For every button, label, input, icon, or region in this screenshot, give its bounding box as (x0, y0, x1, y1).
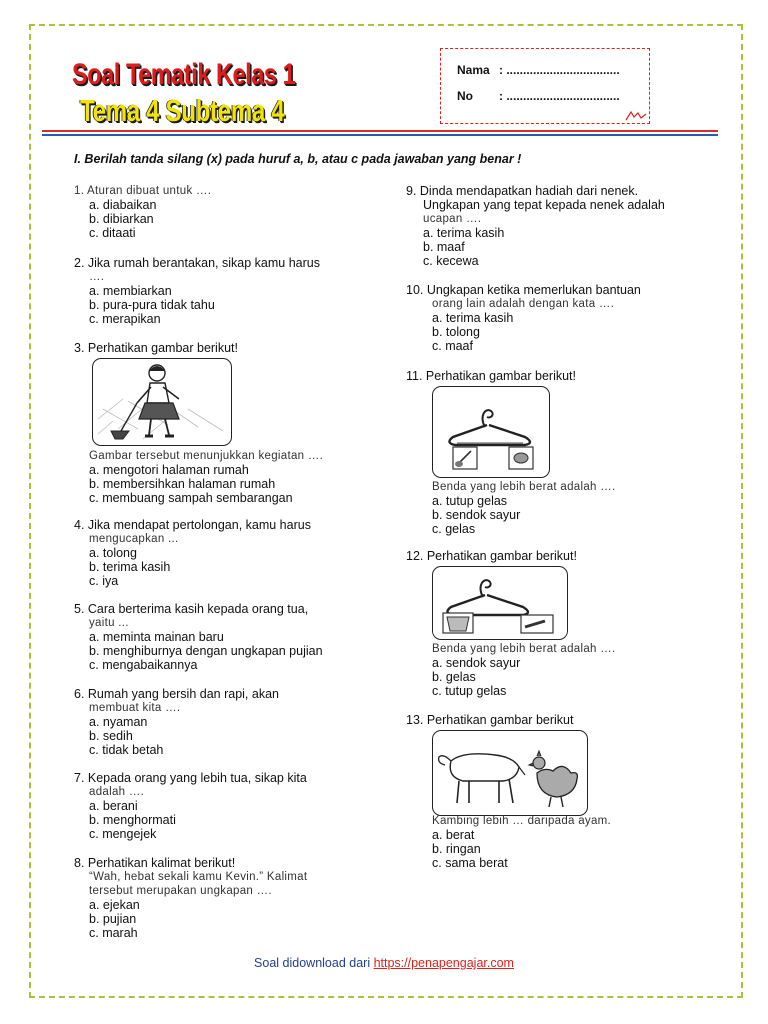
option-b[interactable]: b. membersihkan halaman rumah (89, 477, 276, 491)
question-stem-cont: yaitu ... (89, 617, 129, 629)
question-3 (74, 341, 238, 355)
student-id-box (440, 48, 650, 124)
option-c[interactable]: c. tidak betah (89, 743, 164, 757)
question-stem-cont: tersebut merupakan ungkapan …. (89, 885, 272, 897)
question-12 (406, 549, 577, 563)
chicken-icon (529, 751, 577, 807)
option-a[interactable]: a. terima kasih (432, 311, 514, 325)
question-3-answers (74, 449, 323, 505)
picture-caption: Gambar tersebut menunjukkan kegiatan …. (89, 450, 324, 462)
option-b[interactable]: b. pujian (89, 912, 137, 926)
source-link[interactable]: https://penapengajar.com (373, 956, 514, 970)
question-stem-cont: …. (89, 271, 105, 283)
question-stem-cont-2: ucapan …. (423, 213, 482, 225)
question-stem-cont: Ungkapan yang tepat kepada nenek adalah (423, 198, 665, 212)
question-11 (406, 369, 576, 383)
picture-caption: Benda yang lebih berat adalah …. (432, 481, 616, 493)
question-stem: 12. Perhatikan gambar berikut! (406, 549, 577, 563)
question-6 (74, 687, 279, 757)
question-stem-cont: mengucapkan ... (89, 533, 179, 545)
question-stem: 5. Cara berterima kasih kepada orang tua, (74, 602, 309, 616)
quoted-sentence: “Wah, hebat sekali kamu Kevin.” Kalimat (89, 871, 308, 883)
goat-chicken-icon (433, 731, 586, 814)
number-label: No (457, 89, 473, 103)
question-stem: 10. Ungkapan ketika memerlukan bantuan (406, 283, 641, 297)
header-rule-blue (42, 134, 718, 136)
option-b[interactable]: b. sendok sayur (432, 508, 521, 522)
option-c[interactable]: c. membuang sampah sembarangan (89, 491, 293, 505)
question-4 (74, 518, 311, 588)
number-field[interactable]: : .................................. (499, 89, 620, 103)
name-label: Nama (457, 63, 490, 77)
option-c[interactable]: c. marah (89, 926, 138, 940)
footer (0, 956, 768, 970)
question-13 (406, 713, 573, 727)
question-stem: 1. Aturan dibuat untuk …. (74, 185, 212, 197)
question-stem: 11. Perhatikan gambar berikut! (406, 369, 577, 383)
question-11-answers (406, 480, 616, 536)
option-a[interactable]: a. tolong (89, 546, 137, 560)
option-c[interactable]: c. tutup gelas (432, 684, 507, 698)
question-stem: 3. Perhatikan gambar berikut! (74, 341, 238, 355)
option-c[interactable]: c. gelas (432, 522, 476, 536)
question-7 (74, 771, 307, 841)
footer-text: Soal didownload dari (254, 956, 374, 970)
question-stem: 4. Jika mendapat pertolongan, kamu harus (74, 518, 311, 532)
question-9 (406, 184, 665, 268)
option-b[interactable]: b. sedih (89, 729, 133, 743)
question-stem: 13. Perhatikan gambar berikut (406, 713, 574, 727)
question-stem: 2. Jika rumah berantakan, sikap kamu harus (74, 256, 320, 270)
question-stem: 6. Rumah yang bersih dan rapi, akan (74, 687, 279, 701)
option-b[interactable]: b. pura-pura tidak tahu (89, 298, 215, 312)
option-b[interactable]: b. terima kasih (89, 560, 171, 574)
question-2 (74, 256, 320, 326)
option-a[interactable]: a. terima kasih (423, 226, 505, 240)
instruction: I. Berilah tanda silang (x) pada huruf a, b, atau c pada jawaban yang benar ! (74, 152, 522, 166)
option-a[interactable]: a. berat (432, 828, 475, 842)
sweeping-girl-icon (93, 359, 230, 444)
option-c[interactable]: c. sama berat (432, 856, 508, 870)
option-a[interactable]: a. membiarkan (89, 284, 172, 298)
option-a[interactable]: a. meminta mainan baru (89, 630, 224, 644)
option-a[interactable]: a. nyaman (89, 715, 148, 729)
option-b[interactable]: b. menghiburnya dengan ungkapan pujian (89, 644, 323, 658)
question-stem-cont: orang lain adalah dengan kata …. (432, 298, 615, 310)
hanger-cup-spoon-picture (432, 386, 550, 478)
option-b[interactable]: b. tolong (432, 325, 480, 339)
question-1 (74, 184, 211, 240)
question-8 (74, 856, 307, 940)
option-b[interactable]: b. menghormati (89, 813, 176, 827)
hanger-icon (433, 567, 566, 638)
question-10 (406, 283, 641, 353)
option-b[interactable]: b. maaf (423, 240, 465, 254)
option-c[interactable]: c. mengabaikannya (89, 658, 198, 672)
worksheet-title: Soal Tematik Kelas 1 (72, 58, 296, 91)
hanger-icon (433, 387, 548, 476)
picture-caption: Benda yang lebih berat adalah …. (432, 643, 616, 655)
question-stem-cont: membuat kita …. (89, 702, 181, 714)
question-5 (74, 602, 323, 672)
question-stem: 8. Perhatikan kalimat berikut! (74, 856, 236, 870)
option-c[interactable]: c. mengejek (89, 827, 157, 841)
option-a[interactable]: a. ejekan (89, 898, 140, 912)
goat-chicken-picture (432, 730, 588, 816)
worksheet-subtitle: Tema 4 Subtema 4 (80, 93, 285, 128)
header-rule-red (42, 130, 718, 132)
option-c[interactable]: c. iya (89, 574, 119, 588)
option-a[interactable]: a. tutup gelas (432, 494, 508, 508)
number-row (457, 89, 620, 103)
option-a[interactable]: a. mengotori halaman rumah (89, 463, 249, 477)
name-field[interactable]: : .................................. (499, 63, 620, 77)
goat-icon (439, 754, 525, 803)
option-a[interactable]: a. berani (89, 799, 138, 813)
question-stem: 7. Kepada orang yang lebih tua, sikap kita (74, 771, 307, 785)
option-c[interactable]: c. kecewa (423, 254, 479, 268)
question-13-answers (406, 814, 611, 870)
question-12-answers (406, 642, 616, 698)
option-c[interactable]: c. merapikan (89, 312, 161, 326)
option-b[interactable]: b. dibiarkan (89, 212, 154, 226)
option-a[interactable]: a. diabaikan (89, 198, 157, 212)
question-stem-cont: adalah …. (89, 786, 145, 798)
option-b[interactable]: b. ringan (432, 842, 481, 856)
picture-caption: Kambing lebih … daripada ayam. (432, 815, 612, 827)
hanger-glass-spoon-picture (432, 566, 568, 640)
question-stem: 9. Dinda mendapatkan hadiah dari nenek. (406, 184, 639, 198)
name-row (457, 63, 620, 77)
option-b[interactable]: b. gelas (432, 670, 476, 684)
stamp-icon (625, 111, 647, 121)
option-c[interactable]: c. maaf (432, 339, 473, 353)
page-border (29, 24, 743, 998)
option-c[interactable]: c. ditaati (89, 226, 136, 240)
option-a[interactable]: a. sendok sayur (432, 656, 521, 670)
sweeping-girl-picture (92, 358, 232, 446)
